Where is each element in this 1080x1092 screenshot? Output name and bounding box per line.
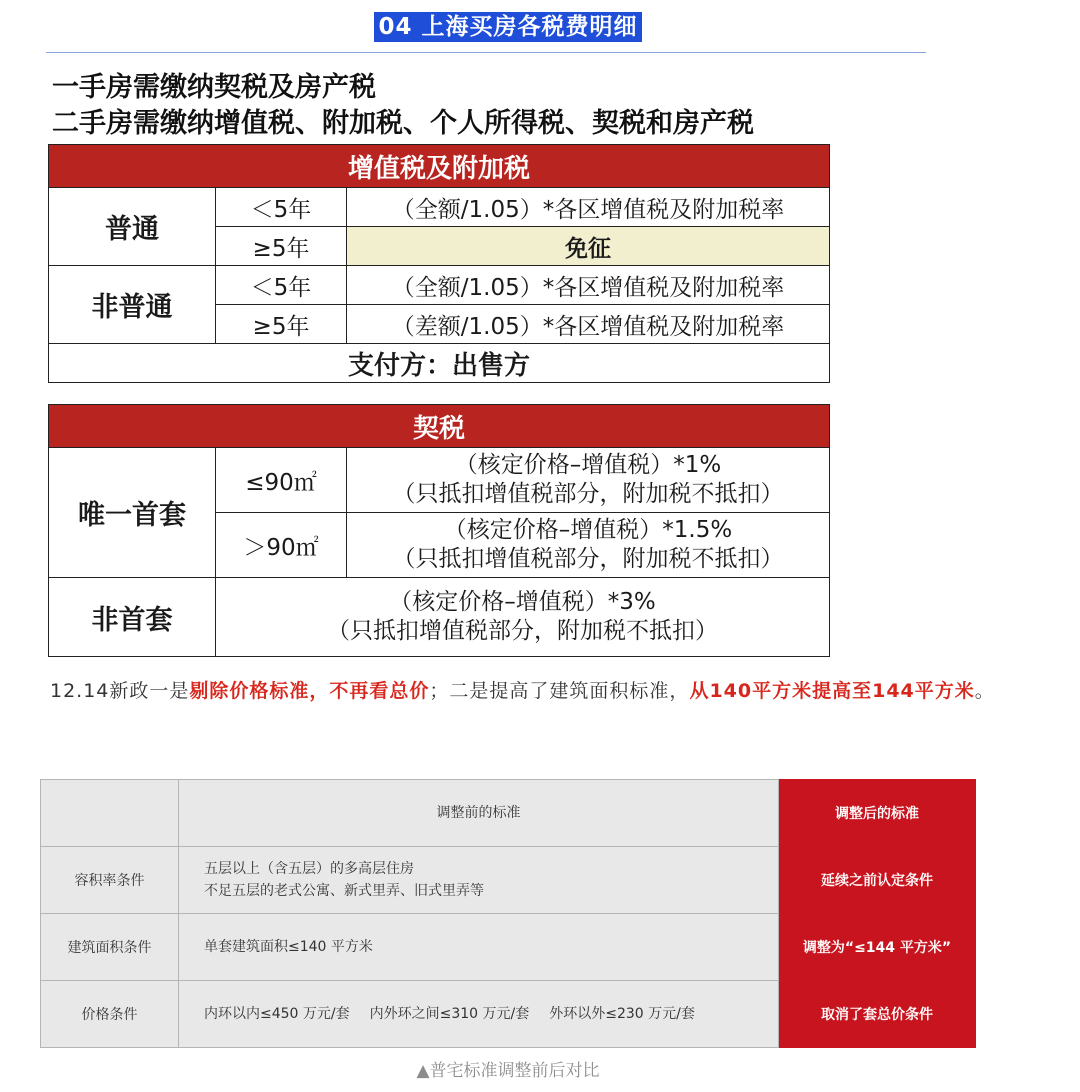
policy-highlight: 从140平方米提高至144平方米 [689, 680, 975, 702]
intro-text [52, 70, 754, 142]
formula-note: （只抵扣增值税部分，附加税不抵扣） [327, 618, 718, 644]
term-cell: ≥5年 [216, 227, 347, 266]
formula-line: （核定价格–增值税）*1% [454, 452, 722, 478]
before-cell [179, 981, 779, 1048]
term-cell: ＜5年 [216, 188, 347, 227]
before-cell [179, 847, 779, 914]
formula-cell [347, 513, 830, 578]
table-header-row [41, 780, 976, 847]
row-label: 建筑面积条件 [41, 914, 179, 981]
table-row [49, 266, 830, 305]
vat-table-header: 增值税及附加税 [49, 145, 830, 188]
exempt-cell: 免征 [347, 227, 830, 266]
formula-cell: （差额/1.05）*各区增值税及附加税率 [347, 305, 830, 344]
intro-line-second-hand: 二手房需缴纳增值税、附加税、个人所得税、契税和房产税 [52, 108, 754, 139]
intro-line-new-home: 一手房需缴纳契税及房产税 [52, 72, 376, 103]
standard-comparison-table [40, 779, 976, 1048]
category-cell: 普通 [49, 188, 216, 266]
formula-cell [216, 578, 830, 657]
policy-text: ；二是提高了建筑面积标准， [429, 680, 690, 702]
policy-highlight: 剔除价格标准，不再看总价 [189, 680, 430, 702]
price-segment: 内环以内≤450 万元/套 [204, 1006, 350, 1022]
empty-header-cell [41, 780, 179, 847]
title-wrapper [0, 12, 1016, 42]
table-row [49, 578, 830, 657]
formula-note: （只抵扣增值税部分，附加税不抵扣） [392, 546, 784, 572]
row-label: 容积率条件 [41, 847, 179, 914]
table-row [49, 448, 830, 513]
formula-cell [347, 448, 830, 513]
before-cell: 单套建筑面积≤140 平方米 [179, 914, 779, 981]
term-cell: ≥5年 [216, 305, 347, 344]
term-cell: ＜5年 [216, 266, 347, 305]
page-title: 04 上海买房各税费明细 [374, 12, 641, 42]
before-line: 不足五层的老式公寓、新式里弄、旧式里弄等 [204, 883, 484, 899]
table-row [41, 847, 976, 914]
area-cell: ＞90㎡ [216, 513, 347, 578]
formula-line: （核定价格–增值税）*1.5% [443, 517, 733, 543]
title-divider [46, 52, 926, 53]
vat-table [48, 144, 830, 383]
policy-paragraph [50, 676, 1010, 706]
deed-table-header: 契税 [49, 405, 830, 448]
category-cell: 唯一首套 [49, 448, 216, 578]
deed-tax-table [48, 404, 830, 657]
formula-note: （只抵扣增值税部分，附加税不抵扣） [392, 481, 784, 507]
category-cell: 非普通 [49, 266, 216, 344]
table-row [41, 981, 976, 1048]
row-label: 价格条件 [41, 981, 179, 1048]
after-cell: 延续之前认定条件 [779, 847, 976, 914]
formula-cell: （全额/1.05）*各区增值税及附加税率 [347, 188, 830, 227]
after-cell: 调整为“≤144 平方米” [779, 914, 976, 981]
before-line: 五层以上（含五层）的多高层住房 [204, 861, 414, 877]
table-row [41, 914, 976, 981]
before-header: 调整前的标准 [179, 780, 779, 847]
price-segment: 内外环之间≤310 万元/套 [369, 1006, 530, 1022]
payer-cell: 支付方：出售方 [49, 344, 830, 383]
formula-line: （核定价格–增值税）*3% [389, 589, 656, 615]
price-segment: 外环以外≤230 万元/套 [549, 1006, 695, 1022]
after-header: 调整后的标准 [779, 780, 976, 847]
policy-text: 。 [974, 680, 995, 702]
after-cell: 取消了套总价条件 [779, 981, 976, 1048]
policy-text: 12.14新政一是 [50, 680, 190, 702]
area-cell: ≤90㎡ [216, 448, 347, 513]
figure-caption: ▲普宅标准调整前后对比 [416, 1061, 600, 1081]
category-cell: 非首套 [49, 578, 216, 657]
table-row [49, 188, 830, 227]
formula-cell: （全额/1.05）*各区增值税及附加税率 [347, 266, 830, 305]
